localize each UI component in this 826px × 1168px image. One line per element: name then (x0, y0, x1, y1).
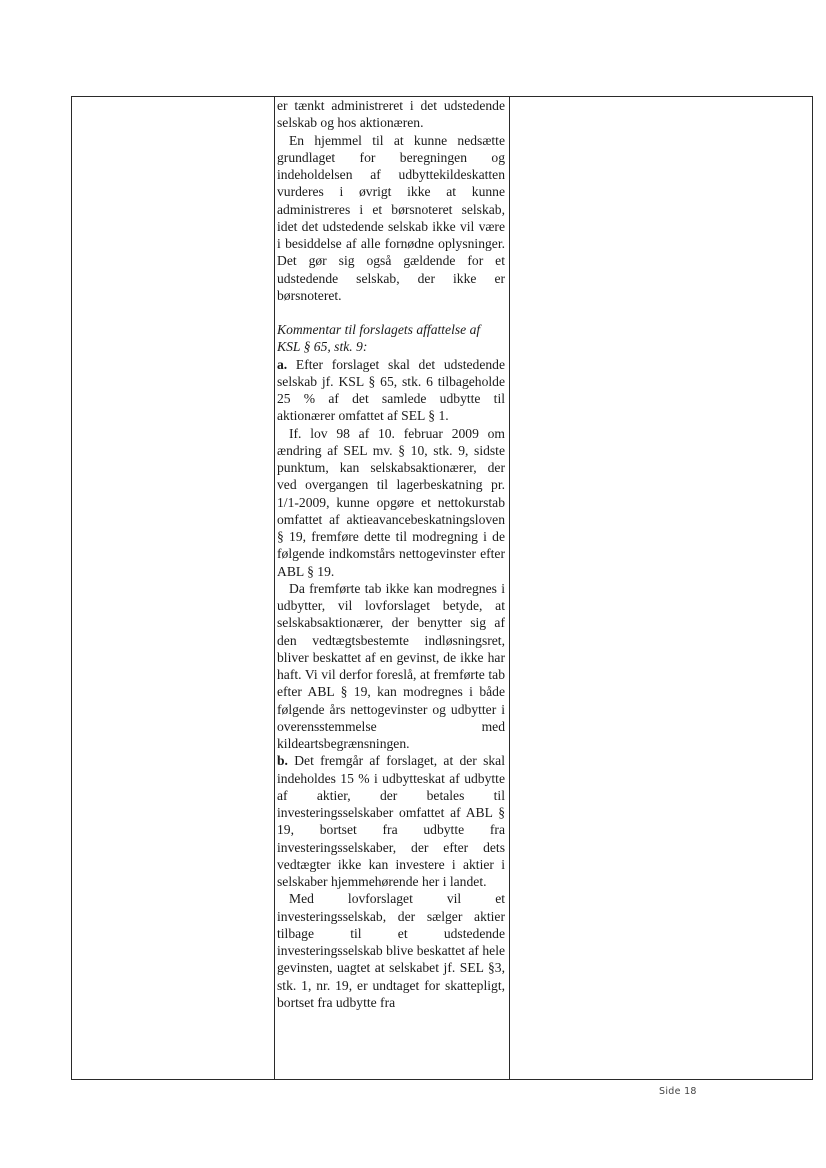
column-divider-left (274, 97, 275, 1079)
item-text-b: Det fremgår af forslaget, at der skal indeholdes 15 % i udbytteskat af udbytte af aktier, der betales til investeringsselskaber omfattet af ABL § 19, bortset fra udbytte fra investeringsselskaber, der efter dets vedtægter ikke kan investere i aktier i selskaber hjemmehørende her i landet. (277, 753, 505, 889)
item-label-a: a. (277, 356, 288, 372)
item-text-a: Efter forslaget skal det udstedende selskab jf. KSL § 65, stk. 6 tilbageholde 25 % af det samlede udbytte til aktionærer omfattet af SEL § 1. (277, 356, 505, 424)
paragraph-continuation: er tænkt administreret i det udstedende selskab og hos aktionæren. (277, 98, 505, 131)
paragraph-lov: If. lov 98 af 10. februar 2009 om ændring af SEL mv. § 10, stk. 9, sidste punktum, kan selskabsaktionærer, der ved overgangen til lagerbeskatning pr. 1/1-2009, kunne opgøre et nettokurstab omfattet af aktieavancebeskatningsloven § 19, fremføre dette til modregning i de følgende indkomstårs nettogevinster efter ABL § 19. (277, 425, 505, 579)
item-label-b: b. (277, 753, 288, 769)
page-number: Side 18 (659, 1086, 697, 1097)
document-table (71, 96, 813, 1080)
paragraph-da: Da fremførte tab ikke kan modregnes i udbytter, vil lovforslaget betyde, at selskabsaktionærer, der benytter sig af den vedtægtsbestemte indløsningsret, bliver beskattet af en gevinst, de ikke har haft. Vi vil derfor foreslå, at fremførte tab efter ABL § 19, kan modregnes i både følgende års nettogevinster og udbytter i overensstemmelse med kildeartsbegrænsningen. (277, 580, 505, 751)
paragraph-hjemmel: En hjemmel til at kunne nedsætte grundlaget for beregningen og indeholdelsen af udbyttekildeskatten vurderes i øvrigt ikke at kunne administreres i et børsnoteret selskab, idet det udstedende selskab ikke vil være i besiddelse af alle fornødne oplysninger. Det gør sig også gældende for et udstedende selskab, der ikke er børsnoteret. (277, 132, 505, 303)
paragraph-a (277, 356, 505, 425)
paragraph-med: Med lovforslaget vil et investeringsselskab, der sælger aktier tilbage til et udstedende investeringsselskab blive beskattet af hele gevinsten, uagtet at selskabet jf. SEL §3, stk. 1, nr. 19, er undtaget for skattepligt, bortset fra udbytte fra (277, 891, 505, 1010)
paragraph-b (277, 752, 505, 890)
middle-column (277, 97, 505, 1079)
right-column (510, 97, 812, 1079)
left-column (72, 97, 274, 1079)
section-heading: Kommentar til forslagets affattelse af KSL § 65, stk. 9: (277, 322, 481, 355)
